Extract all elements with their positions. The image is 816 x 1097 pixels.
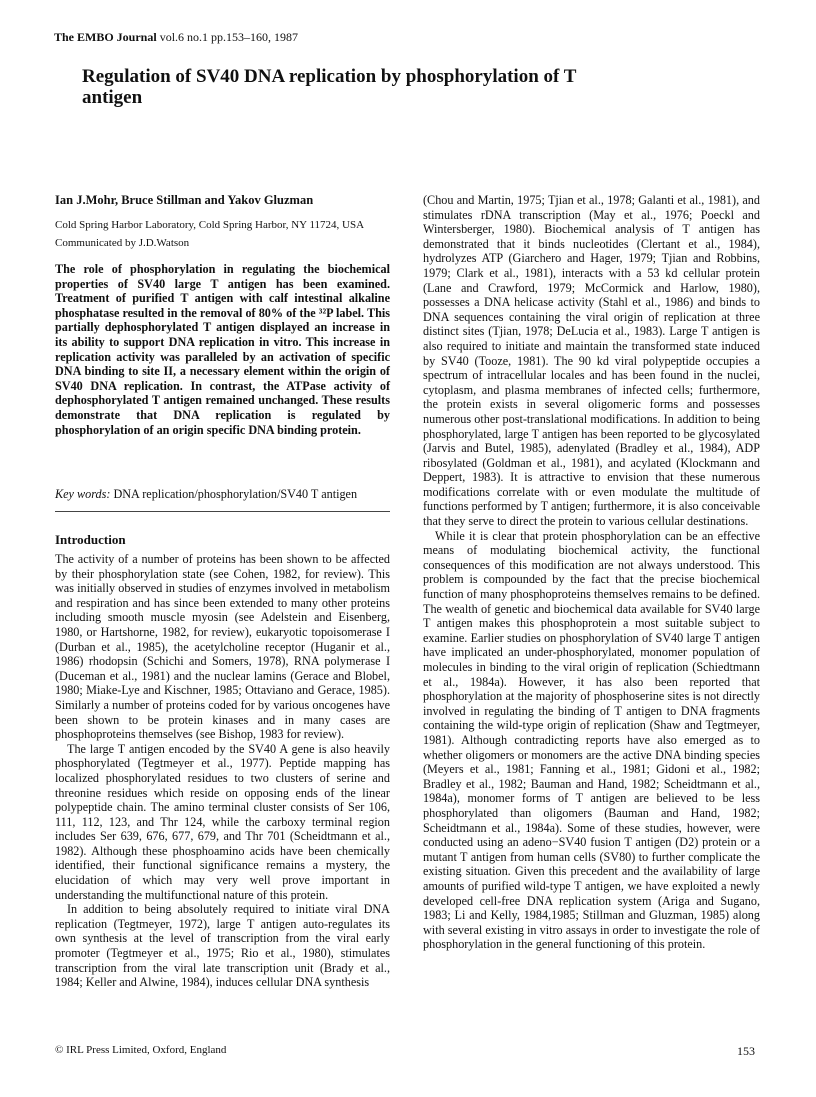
right-column <box>423 193 760 952</box>
affiliation: Cold Spring Harbor Laboratory, Cold Spring Harbor, NY 11724, USA <box>55 219 365 231</box>
abstract <box>55 262 390 437</box>
section-heading-introduction: Introduction <box>55 532 126 547</box>
abstract-text: The role of phosphorylation in regulating the biochemical properties of SV40 large T antigen has been examined. Treatment of purified T antigen with calf intestinal alkaline phosphatase resulted in the removal of 80% of the ³²P label. This partially dephosphorylated T antigen displayed an increase in its ability to support DNA replication in vitro. This increase in replication activity was paralleled by an activation of specific DNA binding to site II, a necessary element within the origin of SV40 DNA replication. In contrast, the ATPase activity of dephosphorylated T antigen remained unchanged. These results demonstrate that DNA replication is regulated by phosphorylation of an origin specific DNA binding protein. <box>55 262 390 437</box>
introduction-body <box>55 552 390 990</box>
journal-name: The EMBO Journal <box>54 30 157 44</box>
page-number: 153 <box>737 1044 755 1058</box>
paper-title <box>82 66 772 108</box>
journal-header <box>54 30 298 45</box>
keywords <box>55 487 390 502</box>
journal-citation: vol.6 no.1 pp.153–160, 1987 <box>159 30 299 44</box>
communicated-by: Communicated by J.D.Watson <box>55 237 190 249</box>
divider <box>55 511 390 512</box>
authors: Ian J.Mohr, Bruce Stillman and Yakov Gluzman <box>55 193 314 207</box>
intro-paragraph-1: The activity of a number of proteins has been shown to be affected by their phosphorylation state (see Cohen, 1982, for review). This was initially observed in studies of enzymes involved in metabolism and respiration and has since been extended to many other proteins including smooth muscle myosin (see Adelstein and Eisenberg, 1980, or Hartshorne, 1982, for review), eukaryotic topoisomerase I (Durban et al., 1985), the acetylcholine receptor (Huganir et al., 1986) rhodopsin (Schichi and Somers, 1978), RNA polymerase I (Duceman et al., 1981) and the nuclear lamins (Gerace and Blobel, 1980; Miake-Lye and Kischner, 1985; Ottaviano and Gerace, 1985). Similarly a number of proteins coded for by various oncogenes have been shown to be protein kinases and in many cases are phosphoproteins themselves (see Bishop, 1983 for review). <box>55 552 390 742</box>
paper-title-line1: Regulation of SV40 DNA replication by phosphorylation of T <box>82 66 577 87</box>
intro-paragraph-3: In addition to being absolutely required to initiate viral DNA replication (Tegtmeyer, 1972), large T antigen auto-regulates its own synthesis at the level of transcription from the viral early promoter (Tegtmeyer et al., 1975; Rio et al., 1980), stimulates transcription from the viral late transcription unit (Brady et al., 1984; Keller and Alwine, 1984), induces cellular DNA synthesis <box>55 902 390 990</box>
keywords-label: Key words: <box>55 487 111 501</box>
right-paragraph-1: (Chou and Martin, 1975; Tjian et al., 1978; Galanti et al., 1981), and stimulates rDNA transcription (May et al., 1976; Poeckl and Wintersberger, 1980). Biochemical analysis of T antigen has demonstrated that it binds nucleotides (Clertant et al., 1984), hydrolyzes ATP (Giarchero and Hager, 1979; Tjian and Robbins, 1979; Clark et al., 1981), interacts with a 53 kd cellular protein (Lane and Crawford, 1979; McCormick and Harlow, 1980), possesses a DNA helicase activity (Stahl et al., 1986) and binds to DNA sequences containing the viral origin of replication at three distinct sites (Tjian, 1978; DeLucia et al., 1983). Large T antigen is also required to initiate and maintain the transformed state induced by SV40 (Tooze, 1981). The 90 kd viral polypeptide occupies a spectrum of intracellular locales and has been found in the nuclei, cytoplasm, and plasma membranes of infected cells; furthermore, the protein exists in several oligomeric forms and possesses numerous other post-translational modifications. In addition to being phosphorylated, large T antigen has been reported to be glycosylated (Jarvis and Butel, 1985), adenylated (Bradley et al., 1984), ADP ribosylated (Goldman et al., 1981), and acylated (Klockmann and Deppert, 1983). It is attractive to envision that these numerous modifications correlate with or even modulate the multitude of functions performed by T antigen; furthermore, it is also conceivable that they serve to direct the protein to various cellular destinations. <box>423 193 760 529</box>
paper-title-line2: antigen <box>82 87 143 108</box>
copyright: © IRL Press Limited, Oxford, England <box>55 1044 227 1056</box>
keywords-text: DNA replication/phosphorylation/SV40 T antigen <box>113 487 358 501</box>
intro-paragraph-2: The large T antigen encoded by the SV40 A gene is also heavily phosphorylated (Tegtmeyer et al., 1977). Peptide mapping has localized phosphorylated residues to two clusters of serine and threonine residues which reside on opposing ends of the linear polypeptide chain. The amino terminal cluster consists of Ser 106, 111, 112, 123, and Thr 124, while the carboxy terminal region includes Ser 639, 676, 677, 679, and Thr 701 (Scheidtmann et al., 1982). Although these phosphoamino acids have been chemically identified, their functional significance remains a mystery, the elucidation of which may very well prove important in understanding the multifunctional nature of this protein. <box>55 741 390 902</box>
right-paragraph-2: While it is clear that protein phosphorylation can be an effective means of modulating biochemical activity, the functional consequences of this modification are not always understood. This problem is compounded by the fact that the precise biochemical function of many phosphoproteins themselves remains to be defined. The wealth of genetic and biochemical data available for SV40 large T antigen makes this phosphoprotein a most suitable subject to examine. Earlier studies on phosphorylation of SV40 large T antigen have implicated an under-phosphorylated, monomer population of molecules in binding to the viral origin of replication (Schiedtmann et al., 1984a). However, it has also been reported that phosphorylation at the majority of phosphoserine sites is not directly involved in regulating the binding of T antigen to DNA fragments containing the wild-type origin of replication (Shaw and Tegtmeyer, 1981). Although contradicting reports have also emerged as to whether oligomers or monomers are the active DNA binding species (Meyers et al., 1981; Fanning et al., 1981; Gidoni et al., 1982; Bradley et al., 1982; Bauman and Hand, 1982; Scheidtmann et al., 1984a), monomer forms of T antigen are believed to be less phosphorylated than oligomers (Bauman and Hand, 1982; Scheidtmann et al., 1984a). Some of these studies, however, were conducted using an adeno−SV40 fusion T antigen (D2) protein or a mutant T antigen from human cells (SV80) to further complicate the existing situation. Given this precedent and the availability of large amounts of purified wild-type T antigen, we have exploited a newly developed cell-free DNA replication system (Ariga and Sugano, 1983; Li and Kelly, 1984,1985; Stillman and Gluzman, 1985) along with several existing in vitro assays in order to investigate the role of phosphorylation in the general functioning of this protein. <box>423 528 760 952</box>
